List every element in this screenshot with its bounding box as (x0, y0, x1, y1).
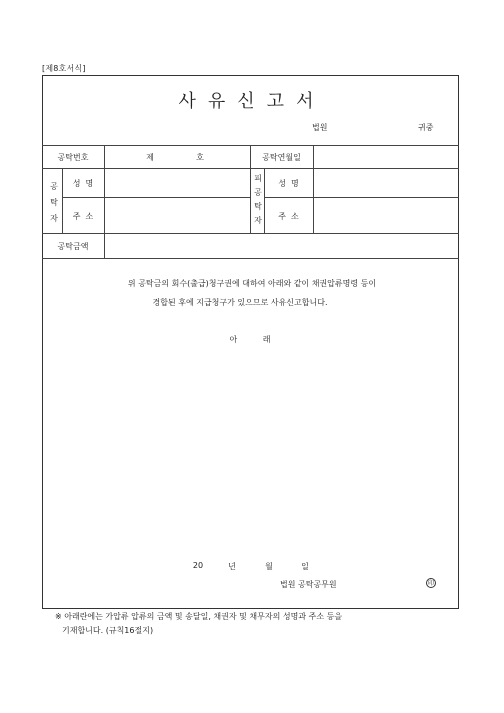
table-vline-number (104, 145, 105, 168)
depositor-name-field[interactable] (104, 168, 250, 197)
date-day-label: 일 (301, 562, 309, 571)
seal-icon: 印 (427, 580, 434, 587)
defendant-label-3: 탁 (254, 202, 262, 211)
addressee-label: 귀중 (418, 123, 434, 132)
depositor-name-label: 성 명 (72, 179, 94, 188)
date-year-label: 년 (228, 562, 236, 571)
date-year-prefix: 20 (192, 561, 204, 570)
defendant-label-1: 피 (254, 174, 262, 183)
deposit-amount-field[interactable] (104, 233, 459, 258)
defendant-name-field[interactable] (313, 168, 459, 197)
table-bottom-line (42, 258, 459, 259)
defendant-address-field[interactable] (313, 197, 459, 233)
deposit-officer-label: 법원 공탁공무원 (280, 580, 337, 589)
deposit-number-prefix: 제 (146, 153, 154, 162)
form-title: 사유신고서 (178, 91, 326, 112)
form-number-label: [제8호서식] (42, 64, 86, 73)
deposit-amount-label: 공탁금액 (57, 242, 89, 251)
below-heading: 아 래 (229, 335, 271, 344)
body-line-1: 위 공탁금의 회수(출급)청구권에 대하여 아래와 같이 채권압류명령 등이 (127, 279, 377, 288)
note-line-2: 기재합니다. (규칙16절지) (62, 626, 154, 635)
depositor-label-1: 공 (50, 182, 58, 191)
depositor-label-3: 자 (50, 214, 58, 223)
deposit-date-field[interactable] (313, 145, 459, 168)
date-month-label: 월 (265, 562, 273, 571)
defendant-address-label: 주 소 (278, 212, 299, 221)
depositor-label-2: 탁 (50, 198, 58, 207)
deposit-number-suffix: 호 (196, 153, 204, 162)
depositor-address-field[interactable] (104, 197, 250, 233)
court-label: 법원 (312, 123, 328, 132)
deposit-number-label: 공탁번호 (57, 153, 89, 162)
body-line-2: 경합된 후에 지급청구가 있으므로 사유신고합니다. (152, 298, 328, 307)
deposit-date-label: 공탁연월일 (262, 153, 301, 162)
depositor-address-label: 주 소 (72, 212, 94, 221)
note-line-1: ※ 아래란에는 가압류 압류의 금액 및 송달일, 채권자 및 채무자의 성명과 주소 등을 (55, 612, 343, 621)
defendant-label-4: 자 (254, 216, 262, 225)
defendant-label-2: 공 (254, 188, 262, 197)
defendant-name-label: 성 명 (278, 179, 299, 188)
